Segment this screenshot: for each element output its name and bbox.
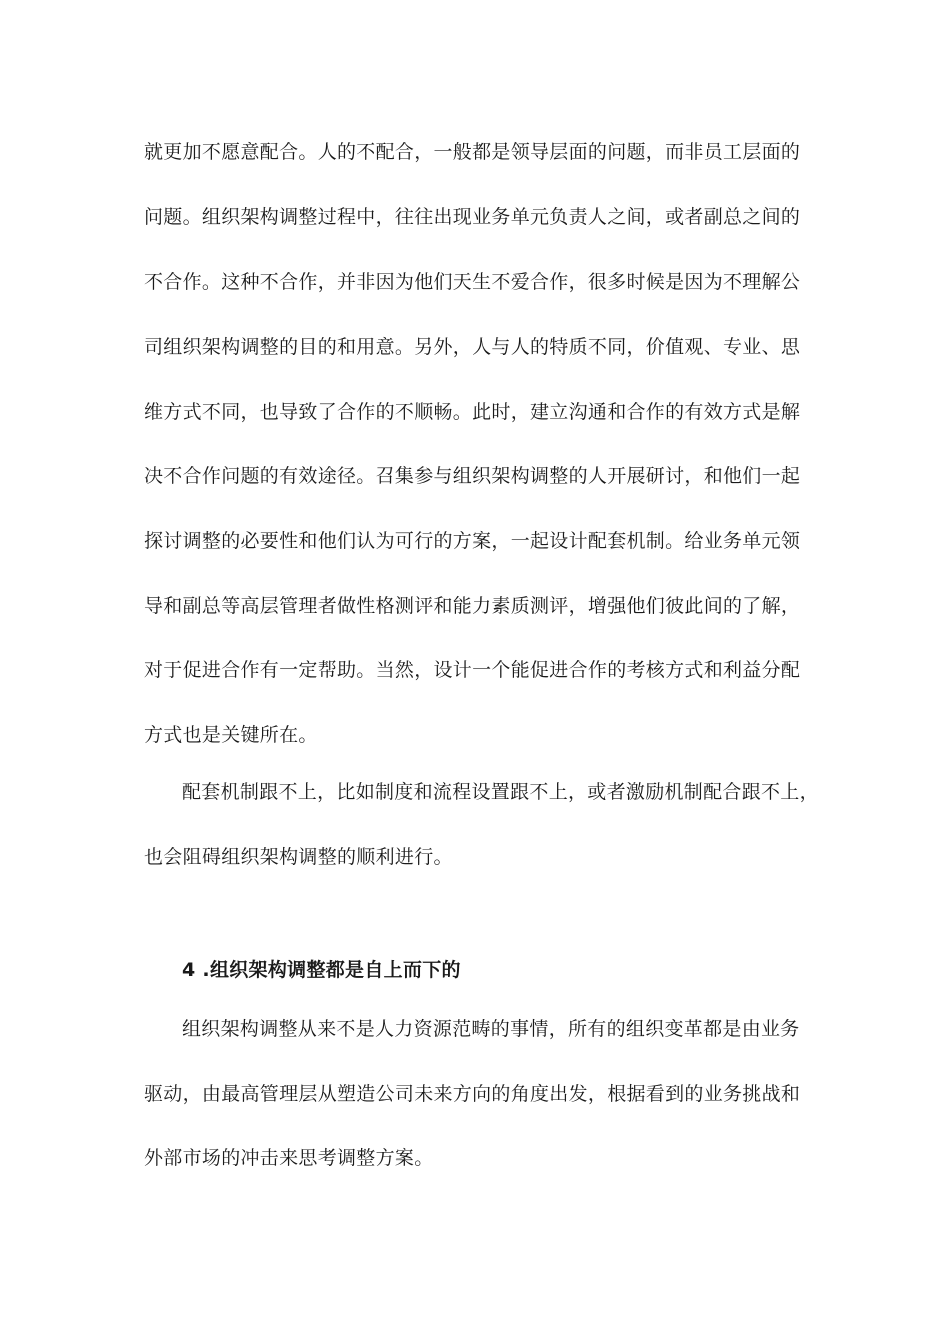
text-line: 就更加不愿意配合。人的不配合，一般都是领导层面的问题，而非员工层面的 [144, 141, 801, 163]
text-line: 司组织架构调整的目的和用意。另外，人与人的特质不同，价值观、专业、思 [144, 336, 801, 358]
text-line: 导和副总等高层管理者做性格测评和能力素质测评，增强他们彼此间的了解， [144, 595, 801, 617]
text-line: 对于促进合作有一定帮助。当然，设计一个能促进合作的考核方式和利益分配 [144, 659, 801, 681]
text-line: 问题。组织架构调整过程中，往往出现业务单元负责人之间，或者副总之间的 [144, 206, 801, 228]
text-line: 外部市场的冲击来思考调整方案。 [144, 1147, 434, 1169]
text-line: 组织架构调整从来不是人力资源范畴的事情，所有的组织变革都是由业务 [182, 1018, 800, 1040]
text-line: 也会阻碍组织架构调整的顺利进行。 [144, 846, 453, 868]
text-line: 维方式不同，也导致了合作的不顺畅。此时，建立沟通和合作的有效方式是解 [144, 401, 801, 423]
text-line: 不合作。这种不合作，并非因为他们天生不爱合作，很多时候是因为不理解公 [144, 271, 801, 293]
section-heading: 4 .组织架构调整都是自上而下的 [182, 959, 461, 981]
text-line: 驱动，由最高管理层从塑造公司未来方向的角度出发，根据看到的业务挑战和 [144, 1083, 801, 1105]
text-line: 方式也是关键所在。 [144, 724, 318, 746]
text-line: 配套机制跟不上，比如制度和流程设置跟不上，或者激励机制配合跟不上， [182, 781, 819, 803]
text-line: 决不合作问题的有效途径。召集参与组织架构调整的人开展研讨，和他们一起 [144, 465, 801, 487]
text-line: 探讨调整的必要性和他们认为可行的方案，一起设计配套机制。给业务单元领 [144, 530, 801, 552]
